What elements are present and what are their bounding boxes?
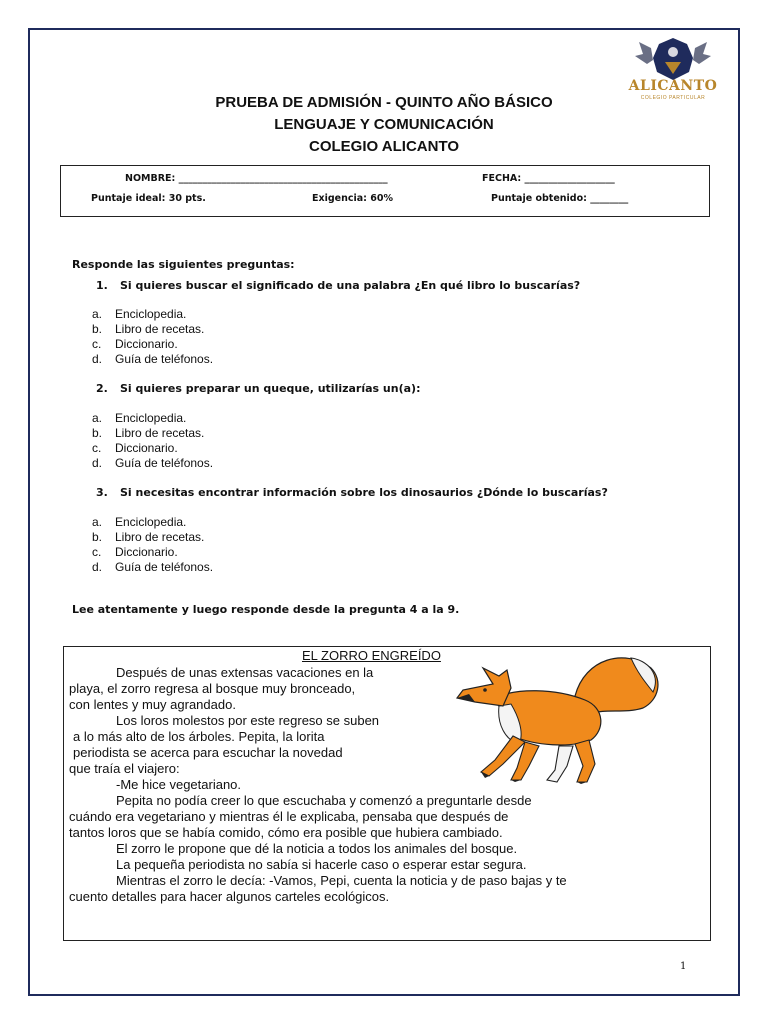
option-d[interactable] [92,456,213,470]
option-c[interactable] [92,545,178,559]
story-line: Mientras el zorro le decía: -Vamos, Pepi, cuenta la noticia y de paso bajas y te [116,873,567,888]
option-d[interactable] [92,352,213,366]
question-number: 2. [96,382,108,395]
option-c[interactable] [92,441,178,455]
option-letter: b. [92,530,103,544]
option-b[interactable] [92,530,204,544]
story-line: con lentes y muy agrandado. [69,697,236,712]
story-line: -Me hice vegetariano. [116,777,242,792]
instructions: Responde las siguientes preguntas: [72,258,295,271]
story-line: El zorro le propone que dé la noticia a todos los animales del bosque. [116,841,518,856]
option-letter: a. [92,515,103,529]
option-text: Libro de recetas. [115,426,205,440]
option-text: Diccionario. [115,545,178,559]
option-letter: d. [92,352,103,366]
requirement: Exigencia: 60% [312,193,394,204]
option-b[interactable] [92,322,204,336]
option-letter: c. [92,337,102,351]
option-letter: c. [92,441,102,455]
story-line: Después de unas extensas vacaciones en la [116,665,374,680]
option-text: Enciclopedia. [115,307,187,321]
name-field[interactable]: NOMBRE: ____________________________________________ [125,173,388,184]
question-number: 1. [96,279,108,292]
story-line: tantos loros que se había comido, cómo era posible que hubiera cambiado. [69,825,503,840]
ideal-score: Puntaje ideal: 30 pts. [91,193,206,204]
story-line: a lo más alto de los árboles. Pepita, la lorita [73,729,325,744]
option-letter: c. [92,545,102,559]
option-text: Libro de recetas. [115,530,205,544]
story-title: EL ZORRO ENGREÍDO [302,648,441,663]
title-line-3: COLEGIO ALICANTO [309,138,459,155]
story-line: La pequeña periodista no sabía si hacerle caso o esperar estar segura. [116,857,527,872]
story-line: cuento detalles para hacer algunos carteles ecológicos. [69,889,390,904]
option-letter: d. [92,560,103,574]
logo-subtitle: COLEGIO PARTICULAR [640,95,706,101]
fox-illustration [455,648,665,786]
option-letter: d. [92,456,103,470]
option-c[interactable] [92,337,178,351]
option-a[interactable] [92,411,186,425]
option-a[interactable] [92,515,186,529]
story-line: que traía el viajero: [69,761,180,776]
question-text: Si quieres buscar el significado de una palabra ¿En qué libro lo buscarías? [120,279,581,292]
title-line-1: PRUEBA DE ADMISIÓN - QUINTO AÑO BÁSICO [215,94,553,111]
option-text: Guía de teléfonos. [115,352,214,366]
option-a[interactable] [92,307,186,321]
option-text: Diccionario. [115,441,178,455]
story-line: cuándo era vegetariano y mientras él le explicaba, pensaba que después de [69,809,509,824]
logo-name: ALICANTO [628,78,718,94]
obtained-score-field[interactable]: Puntaje obtenido: ________ [491,193,629,204]
option-letter: b. [92,426,103,440]
question-text: Si necesitas encontrar información sobre los dinosaurios ¿Dónde lo buscarías? [120,486,608,499]
story-line: Los loros molestos por este regreso se suben [116,713,380,728]
option-text: Guía de teléfonos. [115,456,214,470]
date-field[interactable]: FECHA: ___________________ [482,173,615,184]
option-letter: a. [92,411,103,425]
option-b[interactable] [92,426,204,440]
option-text: Guía de teléfonos. [115,560,214,574]
option-text: Enciclopedia. [115,515,187,529]
title-line-2: LENGUAJE Y COMUNICACIÓN [274,116,494,133]
option-letter: a. [92,307,103,321]
story-line: periodista se acerca para escuchar la novedad [73,745,343,760]
option-text: Libro de recetas. [115,322,205,336]
story-line: Pepita no podía creer lo que escuchaba y comenzó a preguntarle desde [116,793,532,808]
option-d[interactable] [92,560,213,574]
option-letter: b. [92,322,103,336]
option-text: Enciclopedia. [115,411,187,425]
reading-instructions: Lee atentamente y luego responde desde la pregunta 4 a la 9. [72,603,460,616]
story-line: playa, el zorro regresa al bosque muy bronceado, [69,681,356,696]
question-text: Si quieres preparar un queque, utilizarías un(a): [120,382,421,395]
page-number: 1 [680,961,687,972]
option-text: Diccionario. [115,337,178,351]
question-number: 3. [96,486,108,499]
